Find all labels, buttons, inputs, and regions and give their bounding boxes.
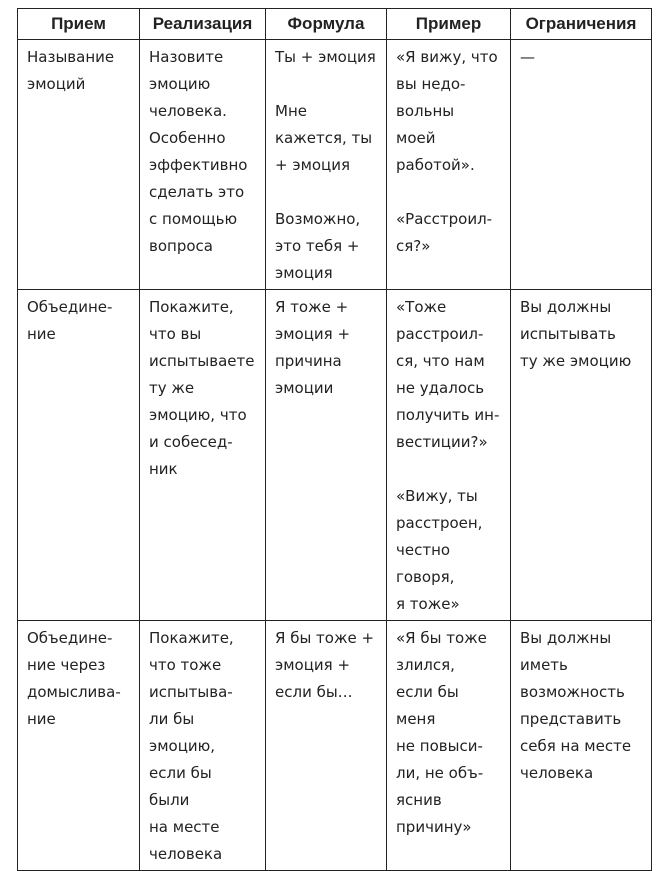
cell-limitations <box>511 290 652 621</box>
text-line: + эмоция <box>275 156 351 174</box>
text-line: ли бы <box>149 710 195 728</box>
text-line: говоря, <box>396 568 455 586</box>
header-implementation: Реализация <box>140 9 266 40</box>
text-line: ние <box>27 325 56 343</box>
cell-formula <box>266 621 387 871</box>
cell-technique <box>18 40 140 290</box>
cell-implementation <box>140 621 266 871</box>
text-line: я тоже» <box>396 595 460 613</box>
text-line: иметь <box>520 656 568 674</box>
paragraph-gap <box>275 71 380 98</box>
text-line: были <box>149 791 190 809</box>
text-line: эмоции <box>275 379 334 397</box>
text-line: вопроса <box>149 237 213 255</box>
text-line: кажется, ты <box>275 129 373 147</box>
text-line: Особенно <box>149 129 226 147</box>
text-line: Я тоже + <box>275 298 349 316</box>
paragraph-gap <box>396 456 504 483</box>
cell-example <box>387 621 511 871</box>
text-line: Возможно, <box>275 210 361 228</box>
text-line: испытывать <box>520 325 616 343</box>
text-line: расстроен, <box>396 514 483 532</box>
text-line: «Вижу, ты <box>396 487 478 505</box>
text-line: ту же эмоцию <box>520 352 632 370</box>
text-line: — <box>520 48 535 66</box>
table-row <box>18 290 652 621</box>
text-line: Я бы тоже + <box>275 629 375 647</box>
text-line: «Тоже <box>396 298 447 316</box>
cell-formula <box>266 290 387 621</box>
cell-limitations <box>511 40 652 290</box>
text-line: испытыва- <box>149 683 233 701</box>
text-line: Объедине- <box>27 298 113 316</box>
text-line: получить ин- <box>396 406 500 424</box>
text-line: не повыси- <box>396 737 483 755</box>
text-line: эмоцию, что <box>149 406 247 424</box>
text-line: испытываете <box>149 352 255 370</box>
text-line: «Я вижу, что <box>396 48 498 66</box>
header-limitations: Ограничения <box>511 9 652 40</box>
text-line: меня <box>396 710 436 728</box>
text-line: Вы должны <box>520 298 612 316</box>
text-line: ся, что нам <box>396 352 485 370</box>
text-line: человека <box>149 845 223 863</box>
header-example: Пример <box>387 9 511 40</box>
text-line: злился, <box>396 656 455 674</box>
cell-example <box>387 40 511 290</box>
cell-technique <box>18 621 140 871</box>
header-formula: Формула <box>266 9 387 40</box>
text-line: возможность <box>520 683 625 701</box>
text-line: Вы должны <box>520 629 612 647</box>
table-row <box>18 621 652 871</box>
text-line: яснив <box>396 791 442 809</box>
text-line: Покажите, <box>149 629 234 647</box>
text-line: эмоцию, <box>149 737 216 755</box>
text-line: ту же <box>149 379 195 397</box>
text-line: «Расстроил- <box>396 210 493 228</box>
cell-limitations <box>511 621 652 871</box>
text-line: вестиции?» <box>396 433 488 451</box>
text-line: эмоций <box>27 75 86 93</box>
text-line: ли, не объ- <box>396 764 484 782</box>
techniques-table-wrapper <box>17 8 651 871</box>
text-line: сделать это <box>149 183 245 201</box>
text-line: если бы <box>149 764 212 782</box>
text-line: Покажите, <box>149 298 234 316</box>
text-line: Называние <box>27 48 115 66</box>
text-line: домыслива- <box>27 683 121 701</box>
text-line: что вы <box>149 325 202 343</box>
text-line: эмоцию <box>149 75 211 93</box>
text-line: работой». <box>396 156 475 174</box>
table-header-row <box>18 9 652 40</box>
techniques-table <box>17 8 652 871</box>
text-line: на месте <box>149 818 220 836</box>
text-line: что тоже <box>149 656 222 674</box>
text-line: вы недо- <box>396 75 466 93</box>
text-line: эмоция + <box>275 325 351 343</box>
text-line: если бы <box>396 683 459 701</box>
text-line: причина <box>275 352 342 370</box>
text-line: и собесед- <box>149 433 233 451</box>
text-line: эффективно <box>149 156 248 174</box>
text-line: представить <box>520 710 622 728</box>
text-line: вольны <box>396 102 455 120</box>
text-line: человека <box>520 764 594 782</box>
text-line: моей <box>396 129 436 147</box>
text-line: Объедине- <box>27 629 113 647</box>
table-row <box>18 40 652 290</box>
text-line: если бы… <box>275 683 353 701</box>
paragraph-gap <box>396 179 504 206</box>
text-line: с помощью <box>149 210 238 228</box>
cell-formula <box>266 40 387 290</box>
cell-example <box>387 290 511 621</box>
text-line: эмоция + <box>275 656 351 674</box>
text-line: ние <box>27 710 56 728</box>
text-line: это тебя + <box>275 237 360 255</box>
text-line: ние через <box>27 656 106 674</box>
cell-implementation <box>140 40 266 290</box>
text-line: себя на месте <box>520 737 632 755</box>
text-line: честно <box>396 541 451 559</box>
text-line: «Я бы тоже <box>396 629 487 647</box>
text-line: Назовите <box>149 48 224 66</box>
cell-implementation <box>140 290 266 621</box>
text-line: ник <box>149 460 178 478</box>
paragraph-gap <box>275 179 380 206</box>
header-technique: Прием <box>18 9 140 40</box>
text-line: Ты + эмоция <box>275 48 376 66</box>
text-line: причину» <box>396 818 472 836</box>
text-line: ся?» <box>396 237 431 255</box>
text-line: расстроил- <box>396 325 484 343</box>
text-line: не удалось <box>396 379 485 397</box>
text-line: человека. <box>149 102 227 120</box>
cell-technique <box>18 290 140 621</box>
text-line: Мне <box>275 102 307 120</box>
text-line: эмоция <box>275 264 333 282</box>
